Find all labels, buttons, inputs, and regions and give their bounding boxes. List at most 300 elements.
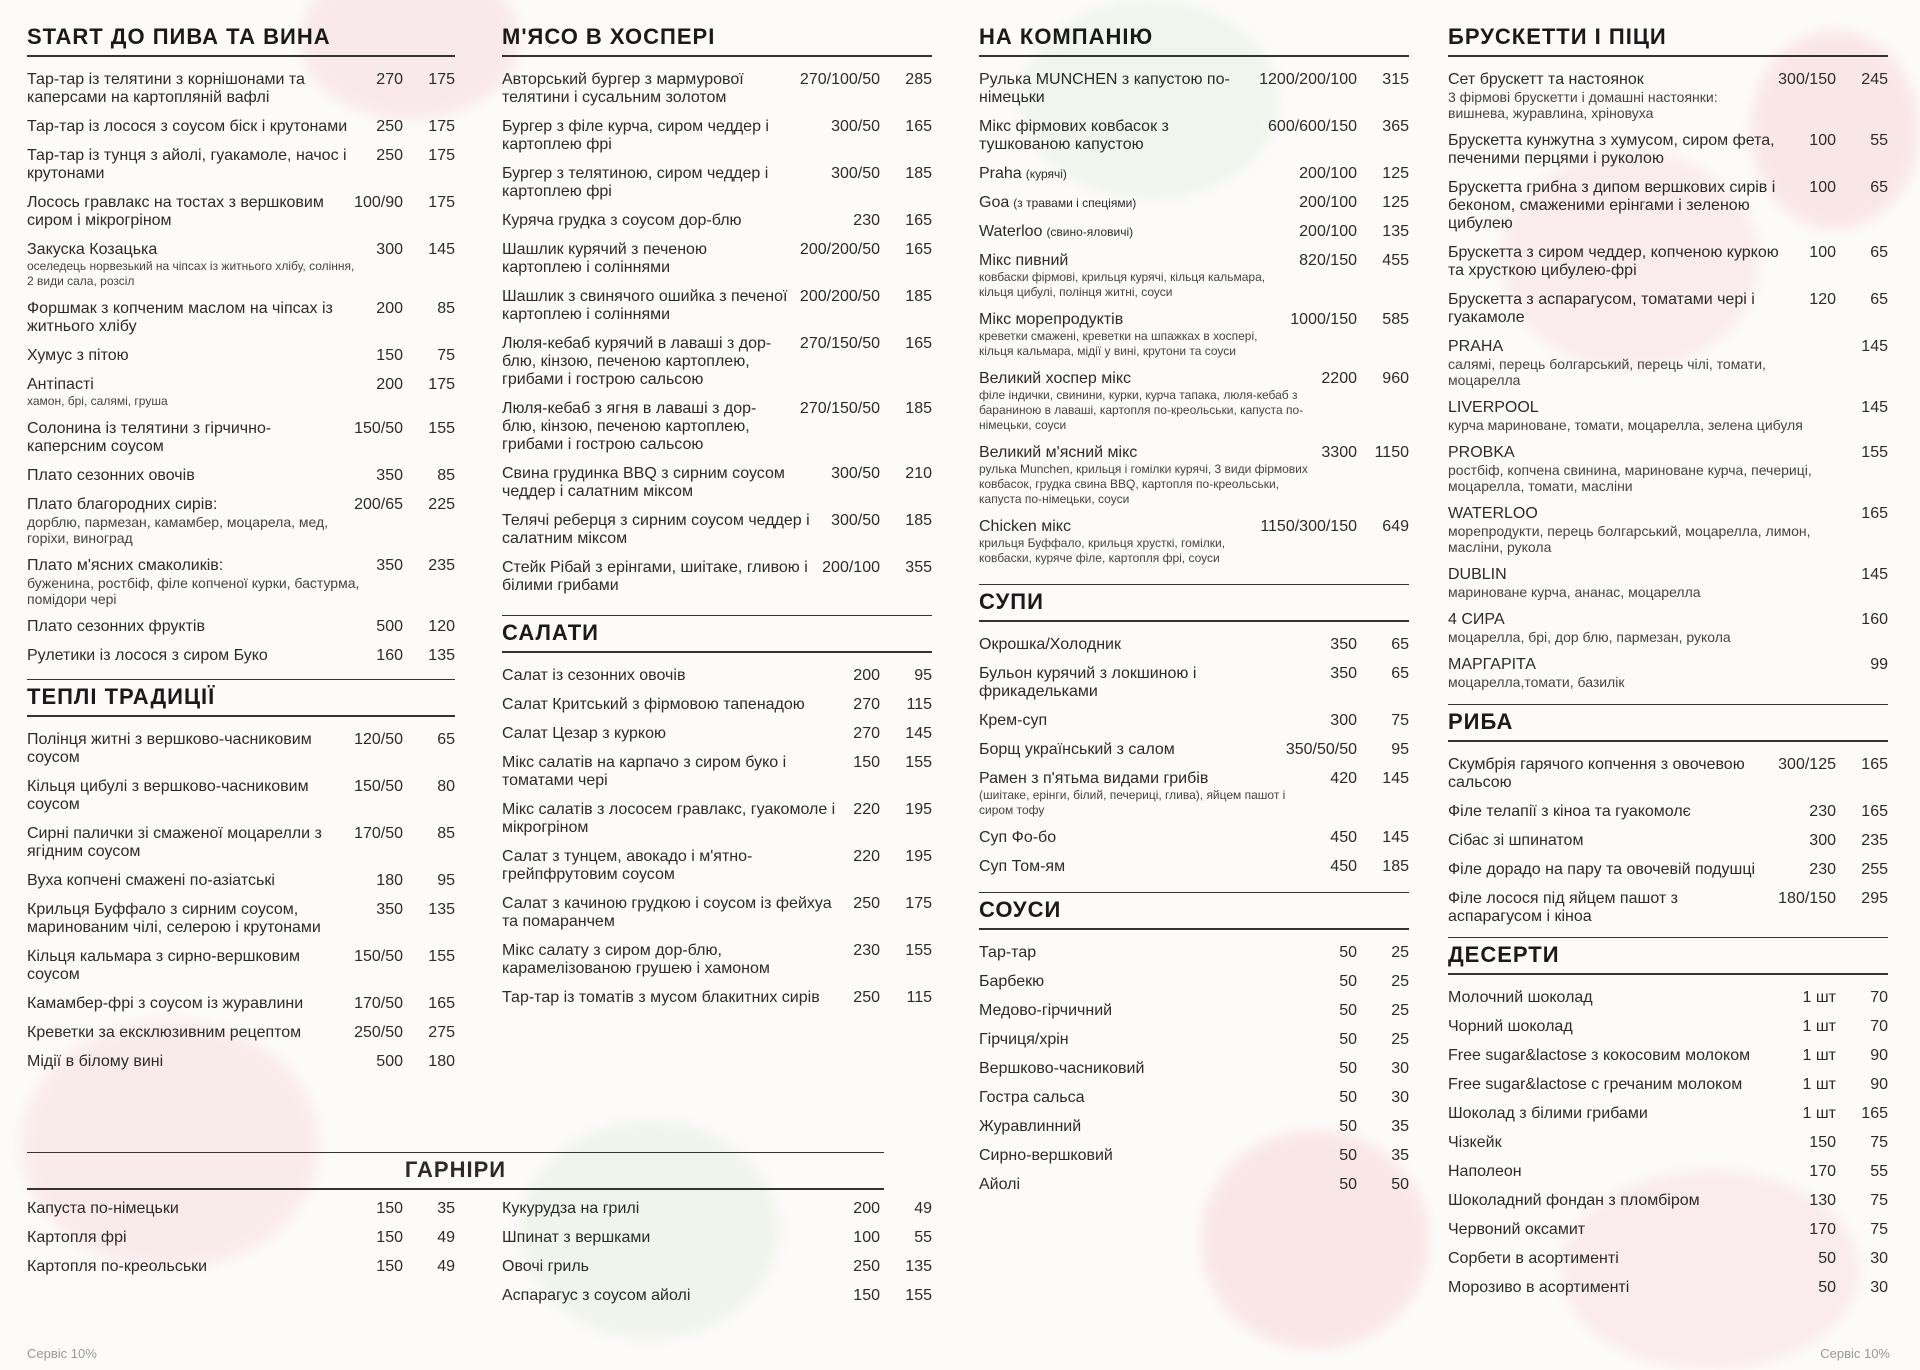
item-weight: 270/150/50 <box>799 400 880 417</box>
menu-item <box>1448 989 1888 1007</box>
item-name <box>979 712 1324 730</box>
item-note: (курячі) <box>1025 167 1067 181</box>
item-title: Кукурудза на грилі <box>502 1200 640 1217</box>
menu-section <box>1448 704 1888 926</box>
item-title: Плато м'ясних смаколиків: <box>27 557 224 574</box>
menu-item <box>27 872 455 890</box>
menu-item <box>979 223 1409 241</box>
item-title: Креветки за ексклюзивним рецептом <box>27 1024 302 1041</box>
item-name <box>1448 1076 1796 1094</box>
item-description: буженина, ростбіф, філе копченої курки, бастурма, помідори чері <box>27 575 360 607</box>
item-title: Люля-кебаб курячий в лаваші з дор-блю, кінзою, печеною картоплею, грибами і гострою сальсою <box>502 335 772 388</box>
item-weight: 300 <box>376 241 403 258</box>
menu-item <box>27 778 455 814</box>
item-name <box>1448 611 1830 645</box>
item-weight: 200 <box>853 667 880 684</box>
item-note: (з травами і спеціями) <box>1013 196 1137 210</box>
menu-item <box>502 212 932 230</box>
item-description: рулька Munchen, крильця і гомілки курячі, 3 види фірмових ковбасок, грудка свина BBQ, картопля по-креольськи, капуста по-німецьки, соуси <box>979 462 1308 506</box>
item-weight: 150 <box>376 1258 403 1275</box>
item-title: Морозиво в асортименті <box>1448 1279 1630 1296</box>
item-price: 30 <box>1391 1089 1409 1106</box>
item-title: Бургер з філе курча, сиром чеддер і картоплею фрі <box>502 118 769 153</box>
item-title: Мідії в білому вині <box>27 1053 164 1070</box>
item-title: Брускетта з сиром чеддер, копченою куркою та хрусткою цибулею-фрі <box>1448 244 1779 279</box>
item-title: Борщ український з салом <box>979 741 1175 758</box>
item-price: 175 <box>905 895 932 912</box>
item-weight: 250 <box>853 895 880 912</box>
item-description: крильця Буффало, крильця хрусткі, гомілки, ковбаски, куряче філе, картопля фрі, соуси <box>979 536 1226 565</box>
menu-item <box>502 667 932 685</box>
item-title: Молочний шоколад <box>1448 989 1593 1006</box>
item-weight: 300/50 <box>831 465 880 482</box>
item-title: Сорбети в асортименті <box>1448 1250 1619 1267</box>
item-title: Барбекю <box>979 973 1045 990</box>
item-name <box>27 1229 370 1247</box>
menu-item <box>27 300 455 336</box>
item-weight: 300/50 <box>831 165 880 182</box>
item-title: Медово-гірчичний <box>979 1002 1113 1019</box>
menu-item <box>1448 1279 1888 1297</box>
menu-item <box>502 696 932 714</box>
menu-item <box>27 147 455 183</box>
item-weight: 230 <box>1809 861 1836 878</box>
item-weight: 50 <box>1339 973 1357 990</box>
item-price: 165 <box>905 212 932 229</box>
item-weight: 200 <box>376 376 403 393</box>
menu-column-4 <box>1448 24 1888 1308</box>
item-title: Гостра сальса <box>979 1089 1085 1106</box>
item-price: 95 <box>1391 741 1409 758</box>
item-price: 65 <box>1870 244 1888 261</box>
item-price: 175 <box>428 147 455 164</box>
menu-section <box>1448 24 1888 690</box>
menu-item <box>979 636 1409 654</box>
item-price: 75 <box>1391 712 1409 729</box>
item-name <box>979 1031 1333 1049</box>
item-name <box>979 194 1293 212</box>
item-weight: 200/100 <box>1299 194 1357 211</box>
item-weight: 1 шт <box>1802 1047 1836 1064</box>
menu-item <box>1448 1250 1888 1268</box>
item-title: Брускетта грибна з дипом вершкових сирів і беконом, смаженими ерінгами і зеленою цибулею <box>1448 179 1776 232</box>
item-weight: 250 <box>376 118 403 135</box>
item-title: Мікс салатів з лососем гравлакс, гуакомоле і мікрогріном <box>502 801 836 836</box>
item-name <box>502 335 794 389</box>
item-description: (шиітаке, ерінги, білий, печериці, глива), яйцем пашот і сиром тофу <box>979 788 1286 817</box>
item-description: салямі, перець болгарський, перець чілі, томати, моцарелла <box>1448 356 1766 388</box>
menu-item <box>27 467 455 485</box>
item-price: 90 <box>1870 1047 1888 1064</box>
menu-item <box>502 1229 932 1247</box>
item-name <box>502 848 847 884</box>
menu-item <box>27 1200 455 1218</box>
item-price: 65 <box>1391 636 1409 653</box>
item-name <box>502 895 847 931</box>
item-name <box>979 118 1262 154</box>
item-description: курча мариноване, томати, моцарелла, зелена цибуля <box>1448 417 1803 433</box>
item-title: Вуха копчені смажені по-азіатські <box>27 872 275 889</box>
item-description: морепродукти, перець болгарський, моцарелла, лимон, масліни, рукола <box>1448 523 1811 555</box>
menu-section <box>979 892 1409 1194</box>
item-name <box>502 71 794 107</box>
item-name <box>27 618 370 636</box>
item-title: Люля-кебаб з ягня в лаваші з дор-блю, кінзою, печеною картоплею, грибами і гострою сальсою <box>502 400 757 453</box>
item-name <box>27 557 370 607</box>
item-title: Філе телапії з кіноа та гуакомолє <box>1448 803 1691 820</box>
item-name <box>979 311 1284 359</box>
item-name <box>1448 566 1830 600</box>
item-title: Шашлик курячий з печеною картоплею і соліннями <box>502 241 707 276</box>
item-price: 295 <box>1861 890 1888 907</box>
item-title: Шоколад з білими грибами <box>1448 1105 1648 1122</box>
section-title: START ДО ПИВА ТА ВИНА <box>27 24 455 57</box>
item-weight: 1 шт <box>1802 989 1836 1006</box>
item-price: 285 <box>905 71 932 88</box>
item-description: оселедець норвезький на чіпсах із житнього хлібу, соління, 2 види сала, розсіл <box>27 259 355 288</box>
item-price: 55 <box>1870 1163 1888 1180</box>
item-weight: 100 <box>1809 244 1836 261</box>
menu-item <box>979 1089 1409 1107</box>
menu-item <box>27 618 455 636</box>
item-name <box>979 944 1333 962</box>
menu-item <box>27 376 455 409</box>
item-title: Суп Фо-бо <box>979 829 1057 846</box>
menu-column-2 <box>502 24 932 1018</box>
item-title: Мікс пивний <box>979 252 1069 269</box>
item-name <box>27 995 348 1013</box>
menu-item <box>979 1002 1409 1020</box>
item-title: Закуска Козацька <box>27 241 158 258</box>
garnish-list-left <box>27 1200 455 1287</box>
menu-column-3 <box>979 24 1409 1205</box>
section-title: САЛАТИ <box>502 615 932 653</box>
menu-item <box>979 118 1409 154</box>
item-weight: 300 <box>1330 712 1357 729</box>
menu-item <box>1448 71 1888 121</box>
menu-item <box>1448 832 1888 850</box>
item-weight: 250 <box>853 989 880 1006</box>
item-weight: 130 <box>1809 1192 1836 1209</box>
item-price: 65 <box>1870 291 1888 308</box>
item-price: 30 <box>1870 1250 1888 1267</box>
item-name <box>979 223 1293 241</box>
item-title: Салат з качиною грудкою і соусом із фейхуа та помаранчем <box>502 895 832 930</box>
item-title: Солонина із телятини з гірчично-каперсним соусом <box>27 420 272 455</box>
item-name <box>502 942 847 978</box>
menu-item <box>979 829 1409 847</box>
section-title: БРУСКЕТТИ І ПІЦИ <box>1448 24 1888 57</box>
section-title: М'ЯСО В ХОСПЕРІ <box>502 24 932 57</box>
item-name <box>502 465 825 501</box>
item-price: 155 <box>905 942 932 959</box>
item-description: ростбіф, копчена свинина, мариноване курча, печериці, моцарелла, томати, масліни <box>1448 462 1812 494</box>
item-name <box>1448 132 1803 168</box>
item-weight: 300/50 <box>831 512 880 529</box>
item-weight: 270 <box>853 696 880 713</box>
item-name <box>979 741 1280 759</box>
item-price: 135 <box>428 647 455 664</box>
item-title: Сирно-вершковий <box>979 1147 1113 1164</box>
menu-item <box>502 165 932 201</box>
item-price: 245 <box>1861 71 1888 88</box>
item-description: мариноване курча, ананас, моцарелла <box>1448 584 1701 600</box>
menu-item <box>1448 1163 1888 1181</box>
item-name <box>979 636 1324 654</box>
item-description: креветки смажені, креветки на шпажках в хоспері, кільця кальмара, мідії у вині, крутони та соуси <box>979 329 1258 358</box>
item-weight: 300/125 <box>1778 756 1836 773</box>
menu-item <box>1448 505 1888 555</box>
item-weight: 270/100/50 <box>799 71 880 88</box>
item-title: Аспарагус з соусом айолі <box>502 1287 691 1304</box>
item-title: Шоколадний фондан з пломбіром <box>1448 1192 1700 1209</box>
item-name <box>502 801 847 837</box>
menu-item <box>27 557 455 607</box>
item-price: 185 <box>905 288 932 305</box>
item-price: 35 <box>437 1200 455 1217</box>
item-title: Сет брускетт та настоянок <box>1448 71 1644 88</box>
item-description: дорблю, пармезан, камамбер, моцарела, мед, горіхи, виноград <box>27 514 329 546</box>
item-title: Чорний шоколад <box>1448 1018 1573 1035</box>
item-price: 49 <box>914 1200 932 1217</box>
menu-item <box>27 71 455 107</box>
item-weight: 220 <box>853 848 880 865</box>
item-price: 235 <box>1861 832 1888 849</box>
item-title: Салат з тунцем, авокадо і м'ятно-грейпфрутовим соусом <box>502 848 753 883</box>
item-name <box>979 444 1315 507</box>
item-price: 90 <box>1870 1076 1888 1093</box>
item-price: 155 <box>1861 444 1888 461</box>
item-title: Куряча грудка з соусом дор-блю <box>502 212 742 229</box>
menu-item <box>27 948 455 984</box>
item-title: Мікс фірмових ковбасок з тушкованою капустою <box>979 118 1169 153</box>
item-title: Сібас зі шпинатом <box>1448 832 1584 849</box>
item-title: Капуста по-німецьки <box>27 1200 179 1217</box>
item-name <box>27 376 370 409</box>
item-title: Антіпасті <box>27 376 94 393</box>
menu-item <box>27 347 455 365</box>
item-price: 145 <box>1382 829 1409 846</box>
menu-item <box>979 741 1409 759</box>
item-price: 120 <box>428 618 455 635</box>
item-name <box>979 665 1324 701</box>
item-weight: 150 <box>376 1229 403 1246</box>
item-price: 275 <box>428 1024 455 1041</box>
item-name <box>502 1229 847 1247</box>
item-price: 125 <box>1382 194 1409 211</box>
item-weight: 180/150 <box>1778 890 1836 907</box>
item-title: Картопля фрі <box>27 1229 127 1246</box>
item-weight: 600/600/150 <box>1268 118 1357 135</box>
item-name <box>1448 399 1830 433</box>
item-weight: 1 шт <box>1802 1105 1836 1122</box>
item-weight: 250/50 <box>354 1024 403 1041</box>
item-weight: 350 <box>1330 665 1357 682</box>
item-title: Форшмак з копченим маслом на чіпсах із житнього хлібу <box>27 300 333 335</box>
menu-item <box>1448 244 1888 280</box>
item-price: 255 <box>1861 861 1888 878</box>
item-price: 25 <box>1391 1002 1409 1019</box>
item-name <box>1448 1047 1796 1065</box>
menu-item <box>27 1024 455 1042</box>
item-weight: 350 <box>376 901 403 918</box>
item-weight: 50 <box>1339 1089 1357 1106</box>
item-title: Мікс салату з сиром дор-блю, карамелізованою грушею і хамоном <box>502 942 770 977</box>
item-price: 315 <box>1382 71 1409 88</box>
item-weight: 500 <box>376 1053 403 1070</box>
item-price: 85 <box>437 825 455 842</box>
menu-item <box>979 1118 1409 1136</box>
item-title: Філе лосося під яйцем пашот з аспарагусом і кіноа <box>1448 890 1678 925</box>
item-weight: 150/50 <box>354 420 403 437</box>
item-title: Брускетта кунжутна з хумусом, сиром фета, печеними перцями і руколою <box>1448 132 1775 167</box>
item-price: 65 <box>437 731 455 748</box>
menu-item <box>502 335 932 389</box>
item-price: 25 <box>1391 944 1409 961</box>
item-name <box>502 754 847 790</box>
item-price: 145 <box>428 241 455 258</box>
item-name <box>1448 989 1796 1007</box>
item-price: 145 <box>1861 399 1888 416</box>
menu-item <box>1448 399 1888 433</box>
menu-item <box>1448 1221 1888 1239</box>
item-price: 75 <box>1870 1134 1888 1151</box>
item-name <box>502 512 825 548</box>
item-title: Картопля по-креольськи <box>27 1258 208 1275</box>
item-price: 160 <box>1861 611 1888 628</box>
menu-item <box>27 420 455 456</box>
item-price: 185 <box>905 512 932 529</box>
item-price: 175 <box>428 376 455 393</box>
item-price: 85 <box>437 467 455 484</box>
item-name <box>1448 1279 1812 1297</box>
item-price: 35 <box>1391 1118 1409 1135</box>
item-title: Салат Критський з фірмовою тапенадою <box>502 696 805 713</box>
item-title: Чізкейк <box>1448 1134 1502 1151</box>
item-weight: 150/50 <box>354 778 403 795</box>
item-weight: 150/50 <box>354 948 403 965</box>
item-title: PROBKA <box>1448 444 1515 461</box>
item-title: Рулька MUNCHEN з капустою по-німецьки <box>979 71 1230 106</box>
menu-section <box>979 584 1409 876</box>
menu-item <box>979 1176 1409 1194</box>
item-title: Кільця цибулі з вершково-часниковим соусом <box>27 778 309 813</box>
menu-item <box>979 165 1409 183</box>
item-name <box>502 1258 847 1276</box>
item-title: Praha <box>979 165 1022 182</box>
menu-item <box>979 518 1409 566</box>
item-name <box>27 241 370 289</box>
item-name <box>979 1147 1333 1165</box>
item-weight: 350/50/50 <box>1285 741 1357 758</box>
item-weight: 250 <box>853 1258 880 1275</box>
menu-item <box>27 118 455 136</box>
menu-item <box>1448 1047 1888 1065</box>
item-name <box>1448 291 1803 327</box>
item-weight: 1150/300/150 <box>1260 518 1357 535</box>
item-price: 225 <box>428 496 455 513</box>
item-title: Мікс морепродуктів <box>979 311 1124 328</box>
item-weight: 200 <box>853 1200 880 1217</box>
item-price: 165 <box>905 335 932 352</box>
item-title: Айолі <box>979 1176 1021 1193</box>
item-price: 155 <box>428 948 455 965</box>
garnish-list-right <box>502 1200 932 1316</box>
item-price: 455 <box>1382 252 1409 269</box>
item-weight: 50 <box>1339 1060 1357 1077</box>
item-name <box>502 288 794 324</box>
menu-item <box>502 71 932 107</box>
menu-item <box>502 801 932 837</box>
item-price: 145 <box>1382 770 1409 787</box>
item-price: 960 <box>1382 370 1409 387</box>
menu-item <box>27 1053 455 1071</box>
menu-item <box>1448 1018 1888 1036</box>
service-charge-note: Сервіс 10% <box>1820 1346 1890 1361</box>
item-title: Плато сезонних фруктів <box>27 618 205 635</box>
item-name <box>979 1060 1333 1078</box>
item-price: 175 <box>428 71 455 88</box>
menu-item <box>27 731 455 767</box>
menu-item <box>1448 291 1888 327</box>
item-name <box>502 400 794 454</box>
item-weight: 170/50 <box>354 995 403 1012</box>
item-weight: 1 шт <box>1802 1076 1836 1093</box>
item-title: Лосось гравлакс на тостах з вершковим сиром і мікрогріном <box>27 194 324 229</box>
item-name <box>1448 71 1772 121</box>
item-title: Скумбрія гарячого копчення з овочевою сальсою <box>1448 756 1745 791</box>
garnish-section-title: ГАРНІРИ <box>27 1152 884 1190</box>
item-price: 135 <box>905 1258 932 1275</box>
item-name <box>27 300 370 336</box>
item-name <box>502 1200 847 1218</box>
item-weight: 300 <box>1809 832 1836 849</box>
item-weight: 100 <box>1809 179 1836 196</box>
menu-item <box>979 194 1409 212</box>
item-title: Телячі реберця з сирним соусом чеддер і салатним міксом <box>502 512 810 547</box>
item-price: 25 <box>1391 1031 1409 1048</box>
item-name <box>27 1258 370 1276</box>
item-price: 155 <box>428 420 455 437</box>
item-name <box>979 252 1293 300</box>
item-name <box>1448 832 1803 850</box>
item-weight: 420 <box>1330 770 1357 787</box>
menu-section <box>502 615 932 1007</box>
menu-item <box>979 311 1409 359</box>
item-name <box>979 829 1324 847</box>
item-weight: 1 шт <box>1802 1018 1836 1035</box>
menu-item <box>502 754 932 790</box>
item-name <box>502 667 847 685</box>
menu-item <box>502 241 932 277</box>
item-name <box>1448 890 1772 926</box>
section-title: НА КОМПАНІЮ <box>979 24 1409 57</box>
item-weight: 50 <box>1339 1176 1357 1193</box>
service-charge-note: Сервіс 10% <box>27 1346 97 1361</box>
item-name <box>1448 1250 1812 1268</box>
item-weight: 50 <box>1818 1279 1836 1296</box>
item-name <box>1448 756 1772 792</box>
item-weight: 2200 <box>1321 370 1357 387</box>
item-price: 145 <box>905 725 932 742</box>
menu-item <box>979 444 1409 507</box>
item-title: 4 СИРА <box>1448 611 1505 628</box>
item-weight: 100 <box>853 1229 880 1246</box>
menu-item <box>1448 1192 1888 1210</box>
item-name <box>27 71 370 107</box>
item-weight: 160 <box>376 647 403 664</box>
menu-item <box>979 252 1409 300</box>
